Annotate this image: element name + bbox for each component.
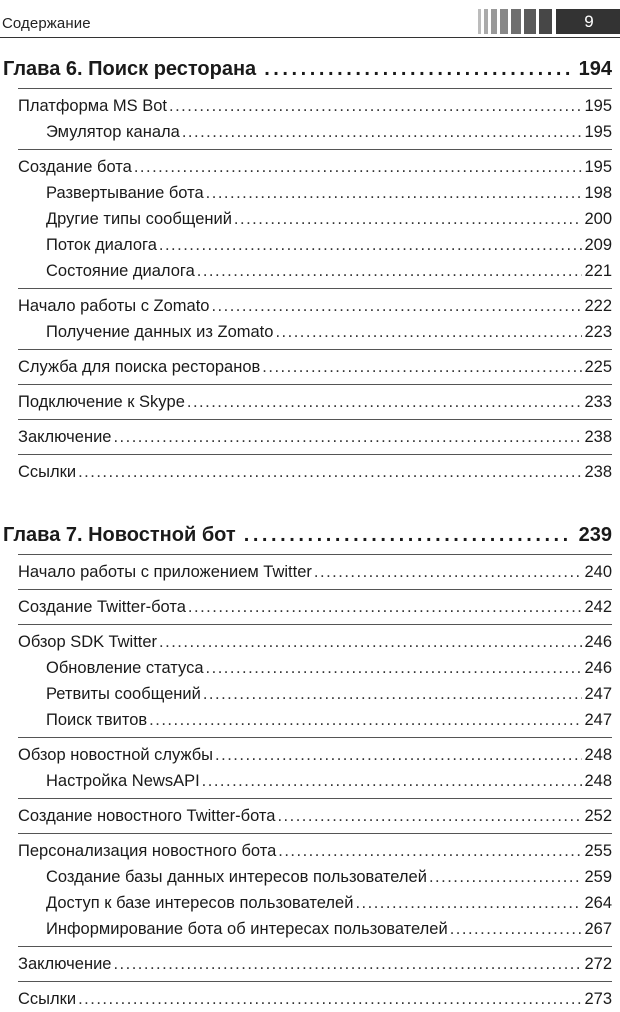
dot-leader [211, 293, 582, 319]
chapter-title-row[interactable] [3, 520, 612, 550]
toc-subentry[interactable] [46, 206, 612, 232]
dot-leader [275, 319, 582, 345]
toc-subentry[interactable] [46, 768, 612, 794]
toc-entry-label: Другие типы сообщений [46, 210, 232, 228]
dot-leader [244, 520, 571, 550]
toc-entry-page: 246 [584, 633, 612, 651]
toc-entry-label: Создание базы данных интересов пользователей [46, 868, 427, 886]
toc-entry[interactable] [18, 389, 612, 415]
section-divider [18, 981, 612, 982]
chapter-title: Глава 7. Новостной бот [3, 524, 236, 546]
toc-group [18, 459, 612, 485]
toc-subentry[interactable] [46, 864, 612, 890]
dot-leader [169, 93, 582, 119]
toc-entry-page: 272 [584, 955, 612, 973]
toc-entry-label: Состояние диалога [46, 262, 195, 280]
toc-subentry[interactable] [46, 319, 612, 345]
section-divider [18, 288, 612, 289]
dot-leader [450, 916, 583, 942]
toc-entry-label: Обзор новостной службы [18, 746, 214, 764]
toc-entry-page: 195 [584, 123, 612, 141]
toc-group [18, 803, 612, 829]
header-tab-mark [511, 9, 521, 34]
toc-entry[interactable] [18, 293, 612, 319]
toc-entry-label: Обзор SDK Twitter [18, 633, 158, 651]
toc-entry-label: Ретвиты сообщений [46, 685, 201, 703]
toc-entry-label: Ссылки [18, 990, 77, 1008]
section-divider [18, 384, 612, 385]
section-divider [18, 798, 612, 799]
toc-group [18, 986, 612, 1012]
header-tab-mark [484, 9, 488, 34]
toc-entry-label: Заключение [18, 955, 112, 973]
header-tab-mark [524, 9, 536, 34]
toc-entry-label: Развертывание бота [46, 184, 204, 202]
toc-group [18, 354, 612, 380]
toc-entry-label: Платформа MS Bot [18, 97, 167, 115]
toc-entry-label: Эмулятор канала [46, 123, 180, 141]
toc-entry-page: 223 [584, 323, 612, 341]
section-divider [18, 454, 612, 455]
toc-entry[interactable] [18, 594, 612, 620]
header-tab-mark [539, 9, 552, 34]
section-divider [18, 149, 612, 150]
dot-leader [78, 986, 582, 1012]
toc-entry-label: Подключение к Skype [18, 393, 185, 411]
section-divider [18, 624, 612, 625]
toc-entry-page: 247 [584, 685, 612, 703]
toc-entry-label: Информирование бота об интересах пользователей [46, 920, 448, 938]
section-divider [18, 946, 612, 947]
toc-group [18, 424, 612, 450]
toc-entry-page: 273 [584, 990, 612, 1008]
toc-entry[interactable] [18, 93, 612, 119]
dot-leader [215, 742, 582, 768]
toc-entry-label: Поиск твитов [46, 711, 148, 729]
dot-leader [197, 258, 583, 284]
dot-leader [187, 389, 583, 415]
toc-entry-page: 195 [584, 158, 612, 176]
toc-entry-page: 238 [584, 463, 612, 481]
section-divider [18, 349, 612, 350]
toc-entry-page: 209 [584, 236, 612, 254]
toc-entry-page: 248 [584, 772, 612, 790]
dot-leader [203, 681, 583, 707]
dot-leader [182, 119, 583, 145]
toc-entry[interactable] [18, 742, 612, 768]
toc-entry-label: Поток диалога [46, 236, 157, 254]
header-tab-mark [478, 9, 481, 34]
toc-entry-page: 233 [584, 393, 612, 411]
toc-entry-page: 221 [584, 262, 612, 280]
toc-entry-label: Начало работы с Zomato [18, 297, 210, 315]
chapter-page-number: 194 [578, 58, 612, 80]
toc-entry-label: Создание Twitter-бота [18, 598, 186, 616]
toc-group [18, 629, 612, 733]
toc-entry[interactable] [18, 986, 612, 1012]
chapter-title-row[interactable] [3, 54, 612, 84]
section-divider [18, 88, 612, 89]
toc-entry-label: Получение данных из Zomato [46, 323, 274, 341]
dot-leader [113, 424, 582, 450]
toc-entry[interactable] [18, 803, 612, 829]
toc-entry-page: 240 [584, 563, 612, 581]
toc-subentry[interactable] [46, 258, 612, 284]
toc-entry-page: 255 [584, 842, 612, 860]
toc-group [18, 594, 612, 620]
toc-entry-page: 259 [584, 868, 612, 886]
dot-leader [355, 890, 582, 916]
dot-leader [277, 803, 582, 829]
toc-subentry[interactable] [46, 890, 612, 916]
toc-group [18, 293, 612, 345]
toc-entry-page: 267 [584, 920, 612, 938]
toc-entry[interactable] [18, 154, 612, 180]
toc-entry-page: 200 [584, 210, 612, 228]
section-divider [18, 833, 612, 834]
toc-entry-page: 252 [584, 807, 612, 825]
toc-entry[interactable] [18, 354, 612, 380]
dot-leader [206, 180, 583, 206]
dot-leader [234, 206, 583, 232]
dot-leader [113, 951, 582, 977]
page-number: 9 [556, 9, 620, 34]
toc-entry-page: 242 [584, 598, 612, 616]
toc-entry-page: 198 [584, 184, 612, 202]
toc-subentry[interactable] [46, 180, 612, 206]
section-divider [18, 589, 612, 590]
toc-entry-page: 247 [584, 711, 612, 729]
dot-leader [159, 629, 582, 655]
dot-leader [264, 54, 570, 84]
toc-group [18, 154, 612, 284]
toc-entry-page: 222 [584, 297, 612, 315]
chapter-title: Глава 6. Поиск ресторана [3, 58, 257, 80]
dot-leader [206, 655, 583, 681]
toc-entry[interactable] [18, 951, 612, 977]
header-tab-mark [500, 9, 508, 34]
dot-leader [78, 459, 582, 485]
toc-group [18, 559, 612, 585]
dot-leader [278, 838, 582, 864]
toc-entry-page: 248 [584, 746, 612, 764]
toc-subentry[interactable] [46, 681, 612, 707]
toc-entry-page: 225 [584, 358, 612, 376]
toc-entry-label: Ссылки [18, 463, 77, 481]
toc-entry-page: 195 [584, 97, 612, 115]
dot-leader [159, 232, 583, 258]
toc-entry-label: Персонализация новостного бота [18, 842, 277, 860]
toc-entry-label: Доступ к базе интересов пользователей [46, 894, 354, 912]
toc-entry-label: Служба для поиска ресторанов [18, 358, 261, 376]
section-divider [18, 554, 612, 555]
page-header [0, 0, 620, 40]
dot-leader [134, 154, 583, 180]
toc-entry-page: 246 [584, 659, 612, 677]
running-title: Содержание [2, 15, 91, 32]
toc-entry-page: 238 [584, 428, 612, 446]
toc-entry-label: Заключение [18, 428, 112, 446]
chapter-7-section [0, 520, 620, 1012]
toc-entry[interactable] [18, 424, 612, 450]
toc-group [18, 742, 612, 794]
toc-entry-label: Настройка NewsAPI [46, 772, 200, 790]
toc-group [18, 93, 612, 145]
toc-entry[interactable] [18, 838, 612, 864]
chapter-page-number: 239 [578, 524, 612, 546]
dot-leader [188, 594, 583, 620]
toc-entry-label: Создание новостного Twitter-бота [18, 807, 276, 825]
toc-subentry[interactable] [46, 655, 612, 681]
dot-leader [314, 559, 583, 585]
dot-leader [149, 707, 582, 733]
chapter-6-section [0, 54, 620, 485]
dot-leader [202, 768, 583, 794]
toc-entry[interactable] [18, 559, 612, 585]
toc-subentry[interactable] [46, 707, 612, 733]
toc-entry-label: Создание бота [18, 158, 132, 176]
toc-subentry[interactable] [46, 119, 612, 145]
toc-group [18, 838, 612, 942]
dot-leader [262, 354, 582, 380]
header-tabs [478, 9, 620, 34]
header-tab-mark [491, 9, 497, 34]
toc-subentry[interactable] [46, 916, 612, 942]
toc-entry-label: Начало работы с приложением Twitter [18, 563, 312, 581]
section-divider [18, 737, 612, 738]
header-rule [0, 37, 620, 38]
dot-leader [429, 864, 583, 890]
toc-entry-label: Обновление статуса [46, 659, 204, 677]
toc-subentry[interactable] [46, 232, 612, 258]
toc-group [18, 951, 612, 977]
toc-entry[interactable] [18, 629, 612, 655]
toc-group [18, 389, 612, 415]
toc-entry-page: 264 [584, 894, 612, 912]
toc-entry[interactable] [18, 459, 612, 485]
section-divider [18, 419, 612, 420]
